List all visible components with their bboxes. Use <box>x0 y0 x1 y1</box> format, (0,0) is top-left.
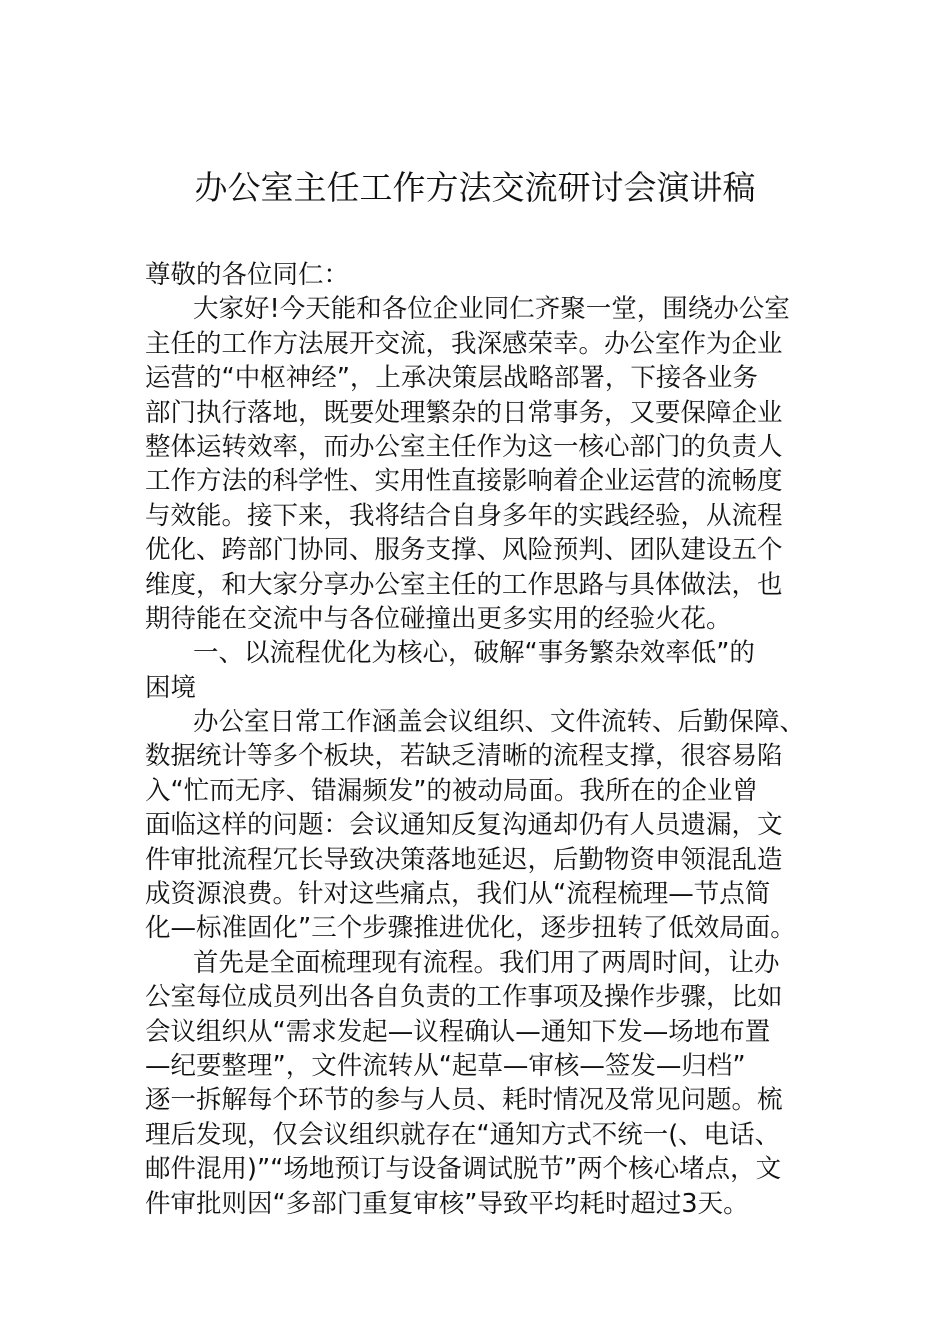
paragraph-line: 优化、跨部门协同、服务支撑、风险预判、团队建设五个 <box>145 535 783 566</box>
paragraph-line: 面临这样的问题：会议通知反复沟通却仍有人员遗漏，文 <box>145 810 783 841</box>
paragraph-line: 会议组织从“需求发起—议程确认—通知下发—场地布置 <box>145 1016 771 1047</box>
paragraph-line: 公室每位成员列出各自负责的工作事项及操作步骤，比如 <box>145 982 783 1013</box>
paragraph-line: 逐一拆解每个环节的参与人员、耗时情况及常见问题。梳 <box>145 1085 783 1116</box>
paragraph-line: 邮件混用)”“场地预订与设备调试脱节”两个核心堵点，文 <box>145 1154 782 1185</box>
paragraph-line: 大家好!今天能和各位企业同仁齐聚一堂，围绕办公室 <box>193 294 790 325</box>
paragraph-line: 与效能。接下来，我将结合自身多年的实践经验，从流程 <box>145 500 783 531</box>
document-title: 办公室主任工作方法交流研讨会演讲稿 <box>194 168 756 207</box>
paragraph-line: 化—标准固化”三个步骤推进优化，逐步扭转了低效局面。 <box>145 913 796 944</box>
paragraph-line: 工作方法的科学性、实用性直接影响着企业运营的流畅度 <box>145 466 783 497</box>
paragraph-line: 件审批流程冗长导致决策落地延迟，后勤物资申领混乱造 <box>145 844 783 875</box>
paragraph-line: 运营的“中枢神经”，上承决策层战略部署，下接各业务 <box>145 363 758 394</box>
paragraph-line: 主任的工作方法展开交流，我深感荣幸。办公室作为企业 <box>145 328 783 359</box>
paragraph-line: 首先是全面梳理现有流程。我们用了两周时间，让办 <box>193 947 780 978</box>
paragraph-line: 部门执行落地，既要处理繁杂的日常事务，又要保障企业 <box>145 397 783 428</box>
salutation: 尊敬的各位同仁： <box>145 260 350 290</box>
paragraph-line: 数据统计等多个板块，若缺乏清晰的流程支撑，很容易陷 <box>145 741 783 772</box>
paragraph-line: —纪要整理”，文件流转从“起草—审核—签发—归档” <box>145 1050 746 1081</box>
section-heading-line: 困境 <box>145 672 197 703</box>
paragraph-line: 整体运转效率，而办公室主任作为这一核心部门的负责人 <box>145 431 783 462</box>
paragraph-line: 理后发现，仅会议组织就存在“通知方式不统一(、电话、 <box>145 1119 781 1150</box>
document-body <box>145 258 810 1221</box>
paragraph-line: 入“忙而无序、错漏频发”的被动局面。我所在的企业曾 <box>145 775 758 806</box>
paragraph-line: 办公室日常工作涵盖会议组织、文件流转、后勤保障、 <box>193 707 806 738</box>
paragraph-line: 件审批则因“多部门重复审核”导致平均耗时超过3天。 <box>145 1188 749 1219</box>
paragraph-line: 成资源浪费。针对这些痛点，我们从“流程梳理—节点简 <box>145 879 771 910</box>
paragraph-line: 期待能在交流中与各位碰撞出更多实用的经验火花。 <box>145 603 732 634</box>
section-heading-line: 一、以流程优化为核心，破解“事务繁杂效率低”的 <box>193 638 755 669</box>
paragraph-line: 维度，和大家分享办公室主任的工作思路与具体做法，也 <box>145 569 783 600</box>
